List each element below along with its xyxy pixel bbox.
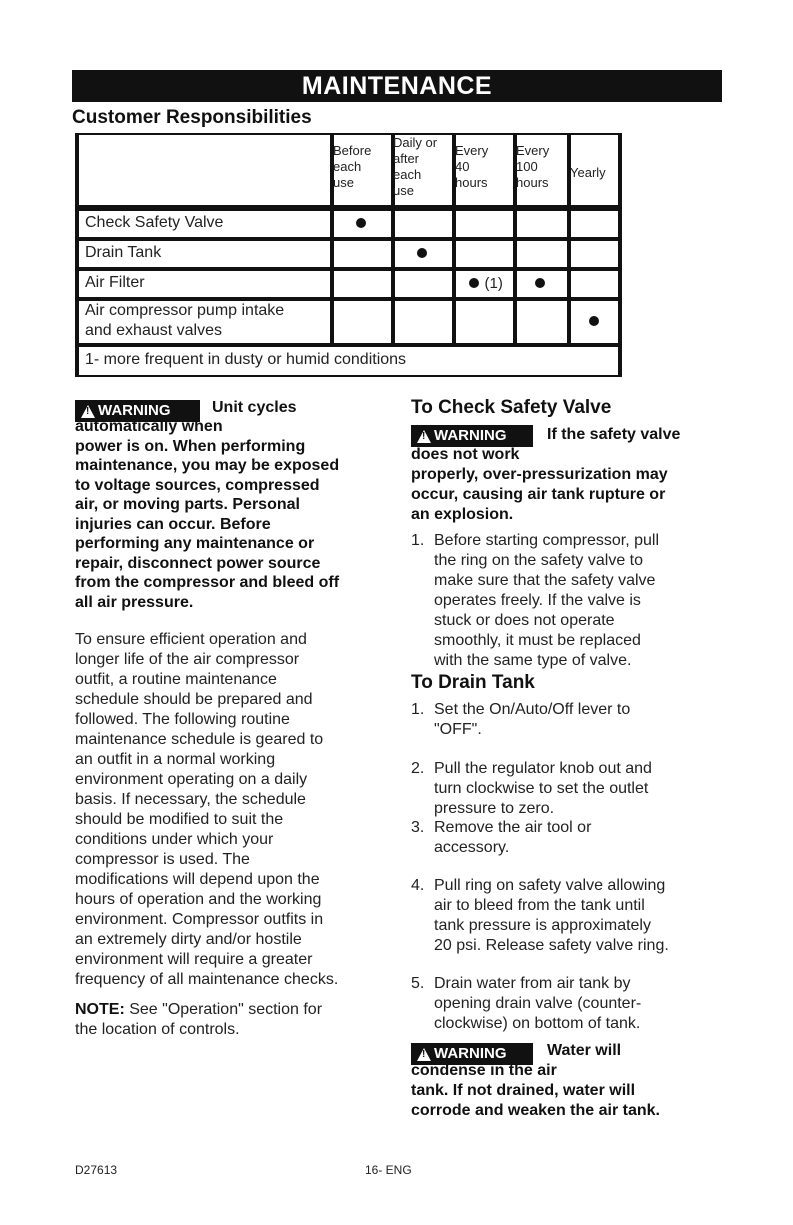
warning-label: WARNING (434, 427, 507, 444)
step-text (434, 759, 724, 819)
safety-warning-badge (411, 425, 533, 447)
text-line: an outfit in a normal working (75, 751, 276, 768)
section-heading: Customer Responsibilities (72, 107, 312, 128)
text-line: To ensure efficient operation and (75, 631, 307, 648)
maintenance-paragraph (75, 630, 360, 990)
step-number: 4. (411, 877, 425, 894)
table-header-cell: hours (455, 175, 488, 190)
text-line: all air pressure. (75, 593, 194, 611)
text-line: power is on. When performing (75, 437, 306, 455)
table-header-cell: Daily or (393, 135, 438, 150)
text-line: maintenance schedule is geared to (75, 731, 324, 748)
table-task-label: Air compressor pump intake (85, 302, 285, 319)
schedule-dot-icon (589, 316, 599, 326)
step-number: 5. (411, 975, 425, 992)
note-label: NOTE: (75, 1001, 125, 1018)
schedule-dot-icon (417, 248, 427, 258)
text-line: performing any maintenance or (75, 535, 315, 552)
text-line: frequency of all maintenance checks. (75, 971, 339, 988)
table-header-cell: hours (516, 175, 549, 190)
table-row-divider (75, 267, 620, 271)
text-line: air to bleed from the tank until (434, 897, 645, 914)
section-banner: MAINTENANCE (72, 70, 722, 102)
table-header-cell: 100 (516, 159, 538, 174)
footer-code: D27613 (75, 1163, 118, 1177)
text-line: Remove the air tool or (434, 819, 592, 836)
text-line: basis. If necessary, the schedule (75, 791, 306, 808)
text-line: "OFF". (434, 721, 482, 738)
text-line: environment. Compressor outfits in (75, 911, 324, 928)
text-line: stuck or does not operate (434, 612, 615, 629)
schedule-dot-icon (469, 278, 479, 288)
text-line: pressure to zero. (434, 800, 555, 817)
table-header-cell: use (333, 175, 354, 190)
text-line: repair, disconnect power source (75, 554, 321, 572)
text-line: an explosion. (411, 506, 514, 523)
text-line: Pull the regulator knob out and (434, 760, 652, 777)
step-text (434, 818, 724, 858)
text-line: smoothly, it must be replaced (434, 632, 641, 649)
table-header-cell: Every (455, 143, 489, 158)
table-header-cell: after (393, 151, 420, 166)
text-line: tank pressure is approximately (434, 917, 651, 934)
table-header-cell: Yearly (570, 165, 606, 180)
text-line: injuries can occur. Before (75, 515, 271, 533)
text-line: Pull ring on safety valve allowing (434, 877, 666, 894)
text-line: an extremely dirty and/or hostile (75, 931, 302, 948)
text-line: compressor is used. The (75, 851, 250, 868)
text-line: air, or moving parts. Personal (75, 496, 300, 513)
table-left-edge (75, 133, 79, 377)
text-line: corrode and weaken the air tank. (411, 1102, 660, 1119)
table-header-cell: 40 (455, 159, 470, 174)
maintenance-table (75, 133, 620, 377)
text-line: environment operating on a daily (75, 771, 308, 788)
step-number: 2. (411, 760, 425, 777)
text-line: does not work (411, 446, 520, 463)
text-line: should be modified to suit the (75, 811, 284, 828)
text-line: the ring on the safety valve to (434, 552, 644, 569)
note-line-2: the location of controls. (75, 1021, 240, 1038)
text-line: automatically when (75, 418, 223, 435)
text-line: longer life of the air compressor (75, 651, 300, 668)
safety-heading: To Check Safety Valve (411, 397, 612, 418)
table-header-cell: use (393, 183, 414, 198)
text-line: followed. The following routine (75, 711, 290, 728)
table-row-divider (75, 237, 620, 241)
text-line: schedule should be prepared and (75, 691, 313, 708)
text-line: Before starting compressor, pull (434, 532, 659, 549)
text-line: occur, causing air tank rupture or (411, 486, 666, 503)
table-header-cell: each (333, 159, 362, 174)
warning-triangle-icon (81, 405, 95, 418)
step-text (434, 700, 724, 740)
text-line: properly, over-pressurization may (411, 466, 668, 483)
warning-triangle-icon (417, 430, 431, 443)
step-number: 1. (411, 532, 425, 549)
step-number: 1. (411, 701, 425, 718)
step-text (434, 531, 724, 671)
table-task-label: and exhaust valves (85, 322, 222, 339)
text-line: 20 psi. Release safety valve ring. (434, 937, 669, 954)
note (75, 1000, 360, 1040)
table-footnote: 1- more frequent in dusty or humid conditions (85, 351, 407, 368)
table-header-cell: each (393, 167, 422, 182)
text-line: hours of operation and the working (75, 891, 322, 908)
table-task-label: Drain Tank (85, 244, 162, 261)
safety-warning-lead: If the safety valve (547, 426, 681, 443)
text-line: conditions under which your (75, 831, 274, 848)
text-line: turn clockwise to set the outlet (434, 780, 649, 797)
text-line: outfit, a routine maintenance (75, 671, 277, 688)
text-line: Set the On/Auto/Off lever to (434, 701, 631, 718)
table-task-label: Air Filter (85, 274, 145, 291)
table-header-cell: Every (516, 143, 550, 158)
step-number: 3. (411, 819, 425, 836)
text-line: operates freely. If the valve is (434, 592, 641, 609)
text-line: condense in the air (411, 1062, 557, 1079)
water-warning-lead: Water will (547, 1042, 622, 1059)
text-line: maintenance, you may be exposed (75, 457, 340, 474)
table-note: (1) (484, 275, 503, 292)
text-line: opening drain valve (counter- (434, 995, 642, 1012)
step-text (434, 876, 724, 956)
warning-label: WARNING (434, 1045, 507, 1062)
footer-page: 16- ENG (365, 1163, 412, 1177)
text-line: environment will require a greater (75, 951, 313, 968)
water-warning-text (411, 1061, 721, 1121)
warning-triangle-icon (417, 1048, 431, 1061)
step-text (434, 974, 724, 1034)
text-line: to voltage sources, compressed (75, 476, 320, 494)
text-line: Drain water from air tank by (434, 975, 631, 992)
table-row-divider (75, 207, 620, 211)
left-warning-text (75, 417, 360, 612)
text-line: clockwise) on bottom of tank. (434, 1015, 641, 1032)
warning-lead: Unit cycles (212, 399, 297, 416)
text-line: with the same type of valve. (434, 652, 632, 669)
table-right-edge (618, 133, 622, 377)
drain-heading: To Drain Tank (411, 672, 535, 693)
table-task-label: Check Safety Valve (85, 214, 224, 231)
warning-label: WARNING (98, 402, 171, 419)
schedule-dot-icon (356, 218, 366, 228)
text-line: tank. If not drained, water will (411, 1082, 636, 1099)
note-line-1: See "Operation" section for (124, 1001, 323, 1018)
table-header-cell: Before (333, 143, 372, 158)
safety-warning-text (411, 445, 721, 525)
text-line: modifications will depend upon the (75, 871, 320, 888)
text-line: make sure that the safety valve (434, 572, 656, 589)
text-line: from the compressor and bleed off (75, 574, 340, 591)
text-line: accessory. (434, 839, 510, 856)
schedule-dot-icon (535, 278, 545, 288)
